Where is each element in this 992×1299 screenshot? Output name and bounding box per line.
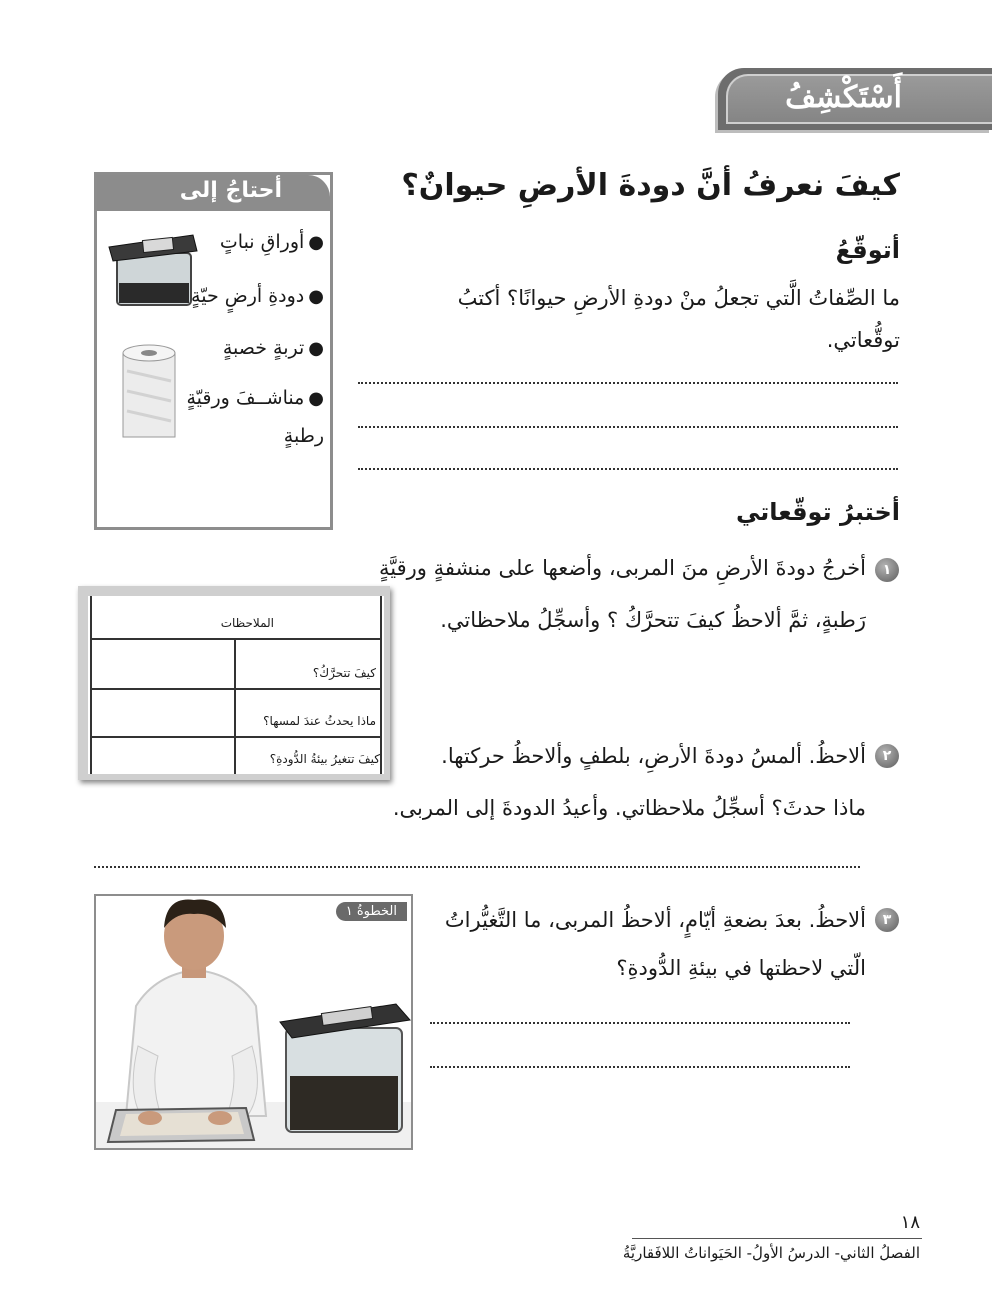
page-title: كيفَ نعرفُ أنَّ دودةَ الأرضِ حيوانٌ؟ — [401, 168, 900, 203]
table-row-label: كيفَ تتغيرُ بيئةُ الدُّودةِ؟ — [269, 752, 380, 766]
step2-line-1: ألاحظُ. ألمسُ دودةَ الأرضِ، بلطفٍ وألاحظُ حركتها. — [441, 744, 866, 768]
footer-divider — [632, 1238, 922, 1239]
step1-line-1: أخرجُ دودةَ الأرضِ منَ المربى، وأضعها على منشفةٍ ورقيَّةٍ — [379, 556, 866, 580]
table-row-label: كيفَ تتحرَّكُ؟ — [312, 666, 376, 680]
materials-title: أحتاجُ إلى — [179, 178, 282, 203]
answer-line[interactable] — [358, 468, 898, 470]
predict-title: أتوقّعُ — [835, 236, 900, 264]
table-header: الملاحظات — [220, 616, 274, 630]
material-item: ●تربةٍ خصبةٍ — [222, 337, 324, 359]
paper-towel-icon — [117, 341, 181, 445]
materials-box — [94, 172, 333, 530]
activity-photo — [94, 894, 413, 1150]
material-item-cont: رطبةٍ — [283, 425, 324, 447]
plastic-box-icon — [103, 227, 199, 311]
step-number: ٣ — [875, 908, 899, 932]
footer-caption: الفصلُ الثاني- الدرسُ الأولُ- الحَيَواناتُ اللافَقاريَّةُ — [622, 1244, 920, 1262]
answer-line[interactable] — [358, 426, 898, 428]
step1-line-2: رَطبةٍ، ثمَّ ألاحظُ كيفَ تتحرَّكُ ؟ وأسجِّلُ ملاحظاتي. — [440, 608, 866, 632]
student-worm-photo — [96, 896, 413, 1150]
section-tab — [718, 68, 992, 130]
step3-line-1: ألاحظُ. بعدَ بضعةِ أيّامٍ، ألاحظُ المربى، ما التَّغيُّراتُ — [444, 908, 866, 932]
observation-table — [78, 586, 390, 780]
step-number: ١ — [875, 558, 899, 582]
step-badge: الخطوةُ ١ — [336, 902, 407, 921]
predict-line-1: ما الصِّفاتُ الَّتي تجعلُ منْ دودةِ الأرضِ حيوانًا؟ أكتبُ — [457, 286, 900, 310]
step2-line-2: ماذا حدثَ؟ أسجِّلُ ملاحظاتي. وأعيدُ الدودةَ إلى المربى. — [392, 796, 866, 820]
answer-line[interactable] — [430, 1022, 850, 1024]
table-row-label: ماذا يحدثُ عندَ لمسها؟ — [263, 714, 376, 728]
answer-line[interactable] — [430, 1066, 850, 1068]
step-number: ٢ — [875, 744, 899, 768]
test-title: أختبرُ توقّعاتي — [735, 498, 900, 526]
answer-line[interactable] — [358, 382, 898, 384]
page-number: ١٨ — [900, 1212, 920, 1233]
answer-line[interactable] — [94, 866, 860, 868]
materials-header — [97, 175, 330, 211]
material-item: ●مناشــفَ ورقيّةٍ — [186, 387, 324, 409]
material-item: ●دودةِ أرضٍ حيّةٍ — [191, 285, 324, 307]
predict-line-2: توقُّعاتي. — [826, 328, 900, 352]
material-item: ●أوراقِ نباتٍ — [219, 231, 324, 253]
section-tab-label: أَسْتَكْشِفُ — [785, 80, 902, 115]
step3-line-2: الّتي لاحظتها في بيئةِ الدُّودةِ؟ — [616, 956, 866, 980]
